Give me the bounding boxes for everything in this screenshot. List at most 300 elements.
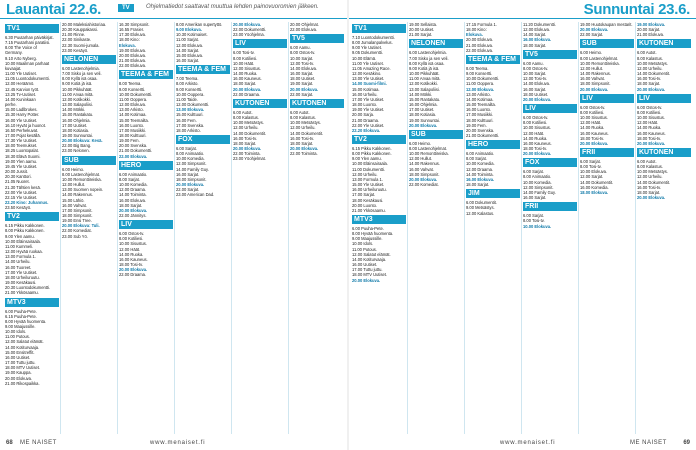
program-listing: 21.00 Dokumentti. [466,132,500,138]
program-listing: 14.00 Rakennus. [409,161,440,167]
program-listing: 15.30 Harry Potter. [5,112,40,118]
program-listing: 10.00 Komedia. [523,179,552,185]
program-listing: 9.00 Ylen aamu. [5,233,35,239]
program-listing: 16.00 Urheilu. [352,91,378,97]
program-listing: 16.00 Vahvat. [580,76,605,82]
highlighted-listing: 20.00 Elokuva. [119,267,148,273]
program-listing: 7.00 Teema. [176,76,199,82]
program-listing: 14.00 Elokuva. [290,65,318,71]
program-listing: 17.00 Tuttu juttu. [352,267,383,273]
program-listing: 16.00 Yle Uutiset. [5,117,38,123]
program-listing: 19.00 Yle Uutiset. [352,107,385,113]
highlighted-listing: 20.00 Elokuva. [290,86,319,92]
section-tag: TV [118,4,134,12]
program-listing: 12.00 Draama. [119,187,147,193]
program-listing: 6.00 Sarjat. [176,145,197,151]
program-listing: 18.00 Uutiset. [523,91,549,97]
program-listing: 19.00 Elokuva. [119,47,147,53]
channel-heading: TV5 [290,34,344,43]
program-listing: 14.00 Elokuva. [523,81,551,87]
program-listing: 16.00 Sarjat. [176,171,200,177]
program-listing: 20.00 Elokuva. [5,375,33,381]
highlighted-listing: 9.00 Elokuva. [176,27,202,33]
program-listing: 12.00 Urheilu. [637,65,663,71]
highlighted-listing: 10.00 Elokuva. [523,223,552,229]
program-listing: 6.00 Aamu. [290,45,311,51]
program-listing: 22.00 Sarjat. [290,91,314,97]
program-listing: 8.00 Animaatio. [523,174,552,180]
channel-heading: HERO [119,161,173,170]
program-listing: 20.00 Svenska. [466,127,495,133]
program-listing: 18.00 MTV Uutiset. [352,272,388,278]
program-listing: 10.00 Sisustus. [523,125,551,131]
program-listing: 13.25 Tv-Uutiset. [5,91,37,97]
program-listing: 9.00 Konsertti. [119,86,146,92]
program-listing: 8.00 Kalastus. [290,115,316,121]
program-listing: 22.30 Suomi-jumala. [62,42,100,48]
program-listing: 6.30 Puutarhan päiväkirjat. [5,35,54,40]
program-listing: 18.00 Sarjat. [637,81,661,87]
program-listing: 8.00 Animaatio. [176,151,205,157]
program-listing: 17.30 Elokuva. [119,32,147,38]
program-listing: 7.00 Sisko ja sen veli. [62,71,102,77]
program-listing: 12.00 Häät. [580,120,602,126]
program-listing: 22.00 Draama. [233,91,261,97]
program-listing: 11.00 Yle Uutiset. [352,60,384,66]
program-listing: 14.00 Dokumentit. [580,179,614,185]
program-listing: 9.00 Ylen aamu. [352,156,382,162]
program-listing: 8.00 Kotiliesi. [523,120,548,126]
program-listing: 12.00 Sisustus. [233,65,261,71]
program-listing: 12.00 Simpsonit. [523,184,554,190]
program-listing: 11.00 Dokumentti. [352,166,385,172]
highlighted-listing: 20.00 Elokuva. [523,151,552,157]
program-listing: 6.00 Heimo. [62,166,85,172]
program-listing: 12.00 Tosi-tv. [523,76,547,82]
column-divider [60,22,61,434]
channel-heading: FOX [523,158,577,167]
highlighted-listing: 22.00 Elokuva. [119,153,148,159]
program-listing: 12.00 Simpsonit. [176,161,207,167]
program-listing: 8.00 Sarjat. [466,156,487,162]
program-listing: 15.00 Rantakatu. [62,112,94,118]
program-listing: 22.00 Elokuva. [290,27,318,33]
highlighted-listing: 22.20 Kino: Juhannus. [5,200,49,205]
channel-heading: TEEMA & FEM [119,70,173,79]
channel-heading: LIV [119,220,173,229]
channel-heading: TEEMA & FEM [176,65,230,74]
program-listing: 18.00 Tosi-tv. [580,135,604,141]
program-listing: 6.00 Autot. [637,50,657,56]
program-listing: 23.50 Kesäyö. [5,205,32,211]
program-listing: 6.00 Tosi-tv. [233,50,255,56]
page-footer [0,438,696,450]
channel-heading: SUB [62,156,116,165]
program-listing: 18.00 Simpsonit. [176,176,207,182]
listing-column [352,22,406,434]
program-listing: 10.00 Dokumentti. [119,91,153,97]
program-listing: 18.00 Kesäkausi. [352,197,384,203]
program-listing: 8.00 Tosi-tv. [523,218,545,224]
program-listing: 8.00 Jumalanpalvelus. [352,40,393,46]
magazine-name-left: ME NAISET [20,440,57,446]
program-listing: 10.00 Metsästys. [637,60,668,66]
program-listing: 19.45 Yle Uutiset. [5,163,38,169]
program-listing: 8.00 Pikku Kakkonen. [352,151,392,157]
program-listing: 10.00 Komedia. [466,161,495,167]
program-listing: 16.00 Urheiluruutu. [352,187,387,193]
channel-heading: JIM [466,189,520,198]
program-listing: 8.00 Kotiliesi. [233,55,258,61]
program-listing: 11.00 Ooppera. [119,96,148,102]
program-listing: 18.00 Teemukset. [5,143,38,149]
listing-column [62,22,116,434]
program-listing: 12.00 Dokumentti. [176,102,210,108]
program-listing: 18.00 Kino: [119,37,140,43]
program-listing: 11.00 Arvaa mitä. [62,91,94,97]
highlighted-listing: 20.00 Elokuva. [637,195,666,201]
program-listing: 21.00 Draama. [352,117,380,123]
program-listing: 16.00 Luonto. [466,107,492,113]
program-listing: 8.00 Lastenohjelmat. [580,55,619,61]
highlighted-listing: 13.00 Elokuva. [176,107,205,113]
program-listing: 16.00 Kauneus. [233,76,262,82]
program-listing: 18.25 Luontopalat. [5,148,39,154]
program-listing: 19.00 Ensi Tree. [62,218,92,224]
program-listing: 15.00 Rantakatu. [409,96,441,102]
program-listing: 10.00 Remonttireiska. [580,60,620,66]
program-listing: 13.00 Formula 1. [352,176,383,182]
program-listing: 12.00 Sarjat. [580,174,604,180]
program-listing: 17.00 Tuttu juttu. [5,360,36,366]
program-listing: 18.00 Luonto. [352,102,378,108]
program-listing: 14.00 Ruoka. [233,71,258,77]
program-listing: 11.00 Taide. [176,96,198,102]
program-listing: 10.00 Idols. [5,329,27,335]
highlighted-listing: 18.00 Elokuva. [580,189,609,195]
program-listing: 19.00 Huutokaupan mestarit. [580,22,633,27]
program-listing: 14.00 Ruoka. [580,125,605,131]
program-listing: 9.00 Kotiä jä isä. [62,81,93,87]
program-listing: 8.00 Teema. [119,81,142,87]
program-listing: 16.00 Ohjelmia. [409,102,438,108]
highlighted-listing: 20.00 Elokuva. [233,86,262,92]
program-listing: 14.00 Toiminta. [119,192,147,198]
program-listing: 22.00 Jännitys. [119,213,147,218]
highlighted-listing: 20.00 Elokuva. [637,86,666,92]
program-listing: 15.00 Teemailta. [466,102,496,108]
program-listing: 6.00 Heimo. [409,140,432,146]
program-listing: 8.00 Kalastus. [637,164,663,170]
program-listing: 7.00 Sisko ja sen veli. [409,55,449,61]
program-listing: 11.00 Ooppera. [466,81,495,87]
program-listing: 16.00 Tuoreet. [5,264,32,270]
listing-column [637,22,691,434]
program-listing: 8.00 Hyvää huomenta. [5,318,47,324]
program-listing: 20.30 Kauppakassi. [62,27,98,33]
program-listing: 18.00 Tosi-tv. [523,145,547,151]
program-listing: 18.00 Sarjat. [290,140,314,146]
highlighted-listing: 20.00 Elokuva. [637,140,666,146]
program-listing: 8.00 Kotiliesi. [637,109,662,115]
program-listing: 8.00 Kotiliesi. [580,109,605,115]
program-listing: 12.00 Draama. [466,166,494,172]
program-listing: 22.00 Big Bang. [62,143,92,149]
column-divider [174,22,175,434]
program-listing: 16.00 Kauneus. [119,256,148,262]
program-listing: 21.00 Elokuva. [637,32,665,38]
program-listing: 12.00 Häät. [119,246,141,252]
program-listing: 17.00 Sarjat. [352,192,376,198]
program-listing: 21.00 Ykkösaamu. [352,207,386,213]
program-listing: 8.00 Amerikan supertyttö. [176,22,223,27]
channel-heading: NELONEN [409,39,463,48]
program-listing: 11.00 Arvaa mitä. [409,76,441,82]
program-listing: 12.00 Kalastus. [466,210,495,216]
program-listing: 10.00 Häät. [233,60,255,66]
highlighted-listing: 16.00 Elokuva. [466,176,495,182]
program-listing: 14.00 Toiminta. [466,171,494,177]
magazine-name-right: ME NAISET [630,440,667,446]
program-listing: 10.00 Komedia. [176,156,205,162]
program-listing: 18.00 Sarjat. [637,189,661,195]
highlighted-listing: 20.00 Elokuva. [580,140,609,146]
program-listing: 17.00 Yle Uutiset. [5,269,38,275]
highlighted-listing: Elokuva. [119,42,136,48]
program-listing: 14.00 Kotimaa. [119,112,147,118]
column-divider [231,22,232,434]
program-listing: 16.00 Uutiset. [5,354,31,360]
channel-heading: LIV [523,104,577,113]
program-listing: 11.00 Yle Uutiset. [5,71,37,77]
highlighted-listing: 12.00 Elokuva. [466,86,495,92]
program-listing: 15.00 Ensitreffit. [5,349,35,355]
program-listing: 6.00 Ostos-tv. [523,115,549,121]
program-listing: 13.00 Yle Uutiset. [352,76,385,82]
program-listing: 16.00 Elokuva. [119,197,147,203]
highlighted-listing: 20.00 Elokuva: Kesä. [62,138,103,144]
program-listing: 7.10 Luontodokumentti. [352,35,395,40]
program-listing: perhe. [5,102,17,108]
program-listing: 6.00 Puuha-Pete. [5,308,37,314]
program-listing: 12.00 Urheilu. [637,174,663,180]
program-listing: 14.00 Dokumentit. [637,179,671,185]
program-listing: 7.15 Puutarhani paratiisi. [5,40,51,46]
program-listing: 11.00 Putous. [5,334,30,340]
program-listing: 14.00 Mökki. [62,107,86,113]
program-listing: 21.00 Elokuva. [119,58,147,64]
program-listing: 20.00 Svenska. [119,143,148,149]
channel-heading: FOX [176,135,230,144]
program-listing: 16.00 Kauneus. [637,130,666,136]
program-listing: 18.00 Urheiluruutu. [5,274,40,280]
program-listing: 6.00 Autot. [290,109,310,115]
program-listing: 21.05 Nuoret. [5,179,30,185]
program-listing: 20.00 Sarja. [352,112,375,118]
program-listing: 14.00 Dokumentit. [637,71,671,77]
program-listing: 19.00 Fem. [119,138,140,144]
header-note: Ohjelmatiedot saattavat muuttua lehden painovuoromien jälkeen. [146,4,319,10]
program-listing: 17.00 Simpsonit. [62,207,93,213]
channel-heading: LIV [580,94,634,103]
program-listing: 16.00 Sarjat. [176,58,200,64]
program-listing: 12.00 Salatut elämät. [352,251,391,257]
program-listing: 22.00 Toiminta. [290,151,318,157]
program-listing: 6.15 Pikku Kakkonen. [5,223,45,229]
program-listing: 12.00 Kesäkino. [352,71,382,77]
listing-column [5,22,59,434]
program-listing: 10.00 Remonttireiska. [409,151,449,157]
program-listing: 16.00 Vahvat. [62,202,87,208]
program-listing: 21.00 Elokuva. [466,42,494,48]
program-listing: 22.00 Komediat. [409,182,439,188]
program-listing: 10.00 Sisustus. [580,115,608,121]
highlighted-listing: 20.00 Elokuva. [409,176,438,182]
program-listing: 20.00 Elokuva. [119,52,147,58]
program-listing: 22.00 Yle Uutiset. [352,122,385,128]
program-listing: 16.00 Kauneus. [580,130,609,136]
highlighted-listing: 20.00 Elokuva. [580,27,609,33]
program-listing: 6.00 Aamu. [523,60,544,66]
program-listing: 6.00 Puuha-Pete. [352,226,384,231]
program-listing: 6.00 Sarjat. [523,213,544,219]
program-listing: 8.00 Kalastus. [233,115,259,121]
column-divider [464,22,465,434]
program-listing: 20.30 Luontodokumentti. [5,285,51,291]
program-listing: 12.00 Tosi-tv. [290,60,314,66]
program-listing: 6.00 Sarjat. [580,158,601,164]
column-divider [635,22,636,434]
listing-column [176,22,230,434]
program-listing: 14.00 Sarjat. [176,47,200,53]
program-listing: 8.00 Hyvää huomenta. [352,231,394,237]
channel-heading: MTV3 [5,298,59,307]
program-listing: 22.00 Dokumentti. [233,27,267,33]
program-listing: 11.00 Sarjat. [176,37,199,43]
program-listing: 17.30 Yle Uutiset. [5,138,38,144]
program-listing: 18.00 Simpsonit. [580,81,611,87]
program-listing: 16.00 Luonto. [119,122,145,128]
program-listing: 9.00 Konsertti. [466,71,493,77]
page-number-right: 69 [683,440,690,446]
program-listing: 12.00 Häät. [523,130,545,136]
program-listing: 16.00 Tosi-tv. [233,135,257,141]
program-listing: 14.00 Sarjat. [523,32,547,38]
program-listing: 18.00 Sarjat. [466,182,490,188]
highlighted-listing: 16.00 Elokuva. [523,37,552,43]
program-listing: 10.00 Eläinsairaala. [5,238,41,244]
program-listing: 15.00 Elokuva. [176,52,204,58]
program-listing: 23.00 Yöohjelmat. [233,156,266,162]
channel-heading: KUTONEN [233,99,287,108]
program-listing: 6.00 Lastenohjelmia. [409,50,447,56]
program-listing: 6.15 Puuha-Pete. [5,313,37,319]
program-listing: 9.00 Metsästys. [466,205,495,211]
program-listing: 10.00 Elokuva. [580,169,608,175]
program-listing: 10.00 Dokumentti. [466,76,500,82]
program-listing: 21.00 Sarjat. [409,32,433,38]
program-listing: 13.00 Salapoliisi. [409,86,440,92]
program-listing: 18.00 Uutiset. [290,76,316,82]
program-listing: 8.00 The Voice of [5,45,37,51]
program-listing: 18.00 Sarjat. [233,81,257,87]
program-listing: 19.00 Kesäkausi. [5,280,37,286]
program-listing: 16.50 Perhekuvat. [5,127,39,133]
program-listing: 21.30 Tähtien kesä. [5,184,41,190]
program-listing: 10.00 Metsästys. [233,120,264,126]
program-listing: 9.10 Arto Nyberg. [5,55,37,61]
program-listing: 10.00 Sarjat. [290,55,314,61]
program-listing: 15.00 Lähiö. [62,197,85,203]
program-listing: 20.00 Jussit. [5,169,28,175]
program-listing: 10.00 Sisustus. [637,115,665,121]
program-listing: 9.00 Konsertti. [176,86,203,92]
listing-column [233,22,287,434]
program-listing: 13.00 Arkisto. [466,91,491,97]
channel-heading: FRII [580,148,634,157]
program-listing: 17.00 Yle Uutiset. [352,96,385,102]
program-listing: 12.00 Hullut. [409,156,432,162]
program-listing: 12.00 Urheilu. [233,125,259,131]
program-listing: 12.00 Heräämö. [5,81,35,87]
right-day-title: Sunnuntai 23.6. [583,1,690,18]
highlighted-listing: 22.20 Elokuva. [352,127,381,133]
program-listing: 16.00 Kauneus. [523,140,552,146]
program-listing: 10.00 Pikkuhäät. [62,86,93,92]
channel-heading: TV1 [5,24,59,33]
program-listing: 16.00 Tosi-tv. [637,184,661,190]
program-listing: 8.00 Kotiliesi. [119,236,144,242]
program-listing: 18.00 Sarjat. [523,42,547,48]
channel-heading: TV5 [523,50,577,59]
program-listing: 10.00 Metsästys. [290,120,321,126]
highlighted-listing: 20.00 Elokuva. [119,207,148,213]
program-listing: 14.00 Rakennus. [580,71,611,77]
column-divider [578,22,579,434]
program-listing: 16.00 Sarjat. [290,71,314,77]
program-listing: 16.00 Sarjat. [523,195,547,201]
program-listing: 10.00 Elämä. [352,55,377,61]
column-divider [288,22,289,434]
highlighted-listing: 14.00 Suomi-filmi. [352,81,387,87]
channel-heading: TV1 [352,24,406,33]
program-listing: 22.00 Sarjat. [580,32,604,38]
program-listing: 11.00 Kummeli. [5,243,34,249]
program-listing: 10.00 Ooppera. [176,91,205,97]
program-listing: 17.00 Svenska. [176,122,205,128]
program-listing: 22.00 Elokuva. [466,47,494,53]
channel-heading: TV2 [5,212,59,221]
program-listing: 19.00 Sunnuntai. [62,132,93,138]
program-listing: 14.00 Family Guy. [523,189,556,195]
program-listing: 8.00 Ostos-tv. [290,50,316,56]
program-listing: 23.00 Yöohjelma. [233,32,265,38]
program-listing: 17.15 Formula 1. [466,22,497,27]
program-listing: 16.00 Komedia. [580,184,609,190]
program-listing: 14.00 Kuninkaan [5,96,36,102]
program-listing: 12.00 Elokuva. [176,42,204,48]
website-left: www.menaiset.fi [150,440,206,446]
program-listing: 12.00 Elokuva. [523,27,551,33]
program-listing: 14.00 Dokumentit. [233,130,267,136]
listing-column [523,22,577,434]
program-listing: 21.00 Rikospaikka. [5,380,40,386]
highlighted-listing: 20.00 Elokuva. [523,96,552,102]
program-listing: 8.00 Kyllä isä osaa. [62,76,98,82]
program-listing: kuvaajat. [5,65,22,71]
program-listing: 14.00 Kotiturvaaja. [352,256,387,262]
program-listing: 12.00 Hullut. [580,65,603,71]
